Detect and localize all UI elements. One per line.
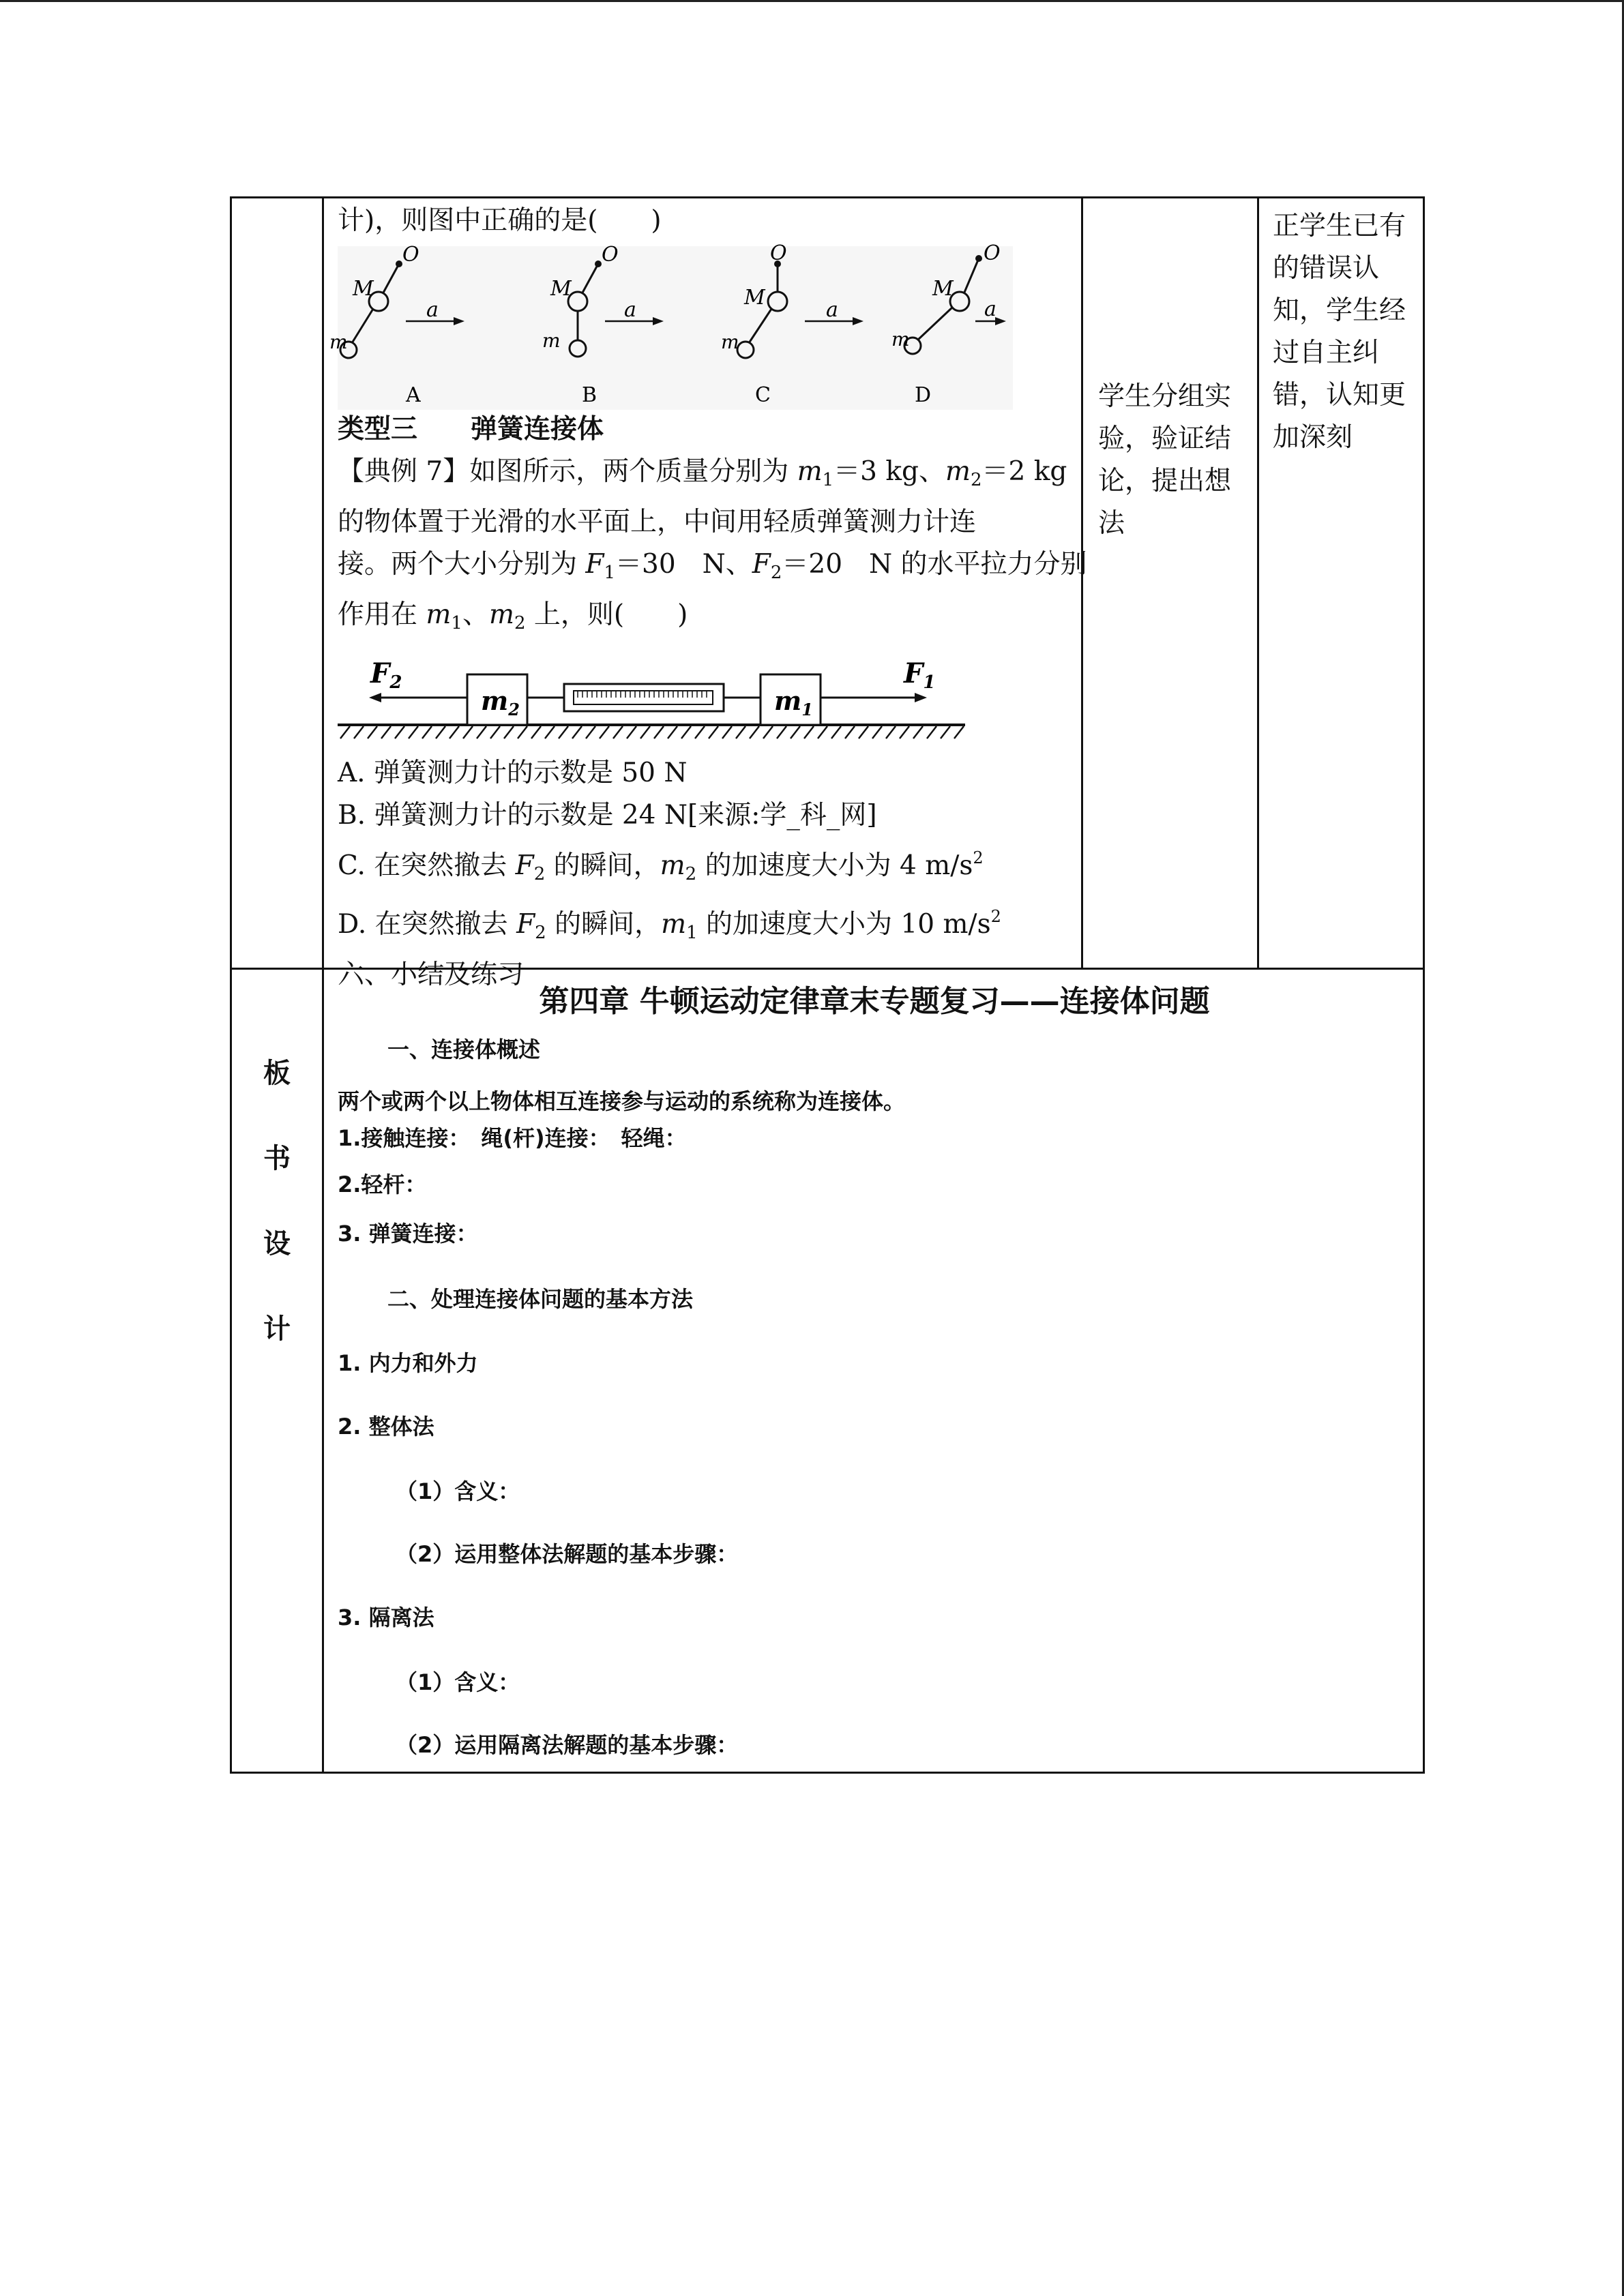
board-line: （1）含义： [396,1478,520,1504]
text: C. 在突然撤去 [338,850,516,881]
option-b-text: B. 弹簧测力计的示数是 24 N[来源:学_科_网] [338,800,877,831]
label-small-m: m [542,329,561,352]
label-small-m: m [721,331,739,353]
label-big-m: M [550,277,572,301]
board-line: （2）运用隔离法解题的基本步骤： [396,1732,739,1758]
option-label-d: D [915,383,932,407]
label-a: a [984,297,996,321]
symbol: m [660,850,685,881]
label-a: a [426,298,439,322]
subscript: 2 [770,563,782,583]
board-line: 一、连接体概述 [387,1037,541,1062]
ground-hatching [340,726,964,739]
symbol: m [774,685,802,716]
text: 作用在 [338,599,426,630]
subscript: 2 [389,672,402,693]
label-char: 板 [263,1058,291,1089]
text: 的加速度大小为 10 m/s [697,909,991,940]
text: 、 [462,599,489,630]
text: ＝3 kg、 [833,456,945,487]
label-big-m: M [932,277,954,301]
text: 接。两个大小分别为 [338,549,586,580]
example7-line2: 的物体置于光滑的水平面上，中间用轻质弹簧测力计连 [338,507,977,537]
board-line: 2.轻杆： [338,1172,427,1197]
column-divider [1081,198,1083,968]
student-activity-text: 学生分组实验，验证结论，提出想法 [1098,381,1232,539]
summary-heading: 六、小结及练习 [338,959,525,990]
symbol: m [426,599,452,630]
symbol: F [515,850,534,881]
label-big-m: M [353,277,374,301]
subscript: 1 [686,923,698,943]
question-tail-text: 计)，则图中正确的是( ) [338,205,662,236]
option-c-text [338,837,1081,895]
option-a-text: A. 弹簧测力计的示数是 50 N [338,758,688,788]
figure-background [338,246,1013,410]
spring-scale-body [564,684,724,711]
design-intent-cell [1259,198,1423,459]
symbol: F [904,657,924,689]
board-content-cell [324,970,1425,1772]
text: 的瞬间， [545,850,660,881]
pivot-o [975,255,982,262]
example7-line1 [338,451,1081,501]
subscript: 2 [970,470,982,490]
board-line: 1. 内力和外力 [338,1350,478,1376]
label-char: 设 [263,1228,291,1259]
arrowhead [915,693,927,702]
text: ＝20 N 的水平拉力分别 [782,549,1087,580]
teaching-content-cell [324,198,1087,996]
board-line: 二、处理连接体问题的基本方法 [387,1286,694,1312]
text: 【典例 7】如图所示，两个质量分别为 [338,456,797,487]
text: 的加速度大小为 4 m/s [696,850,973,881]
option-d-text [338,895,1081,954]
symbol: m [661,909,687,940]
label-f2 [370,657,402,693]
board-title: 第四章 牛顿运动定律章末专题复习——连接体问题 [539,984,1210,1019]
label-a: a [624,298,636,322]
label-o: O [770,241,787,265]
label-small-m: m [329,331,348,353]
student-activity-cell [1083,369,1257,545]
board-line: 3. 弹簧连接： [338,1221,478,1247]
label-char: 计 [263,1313,291,1345]
spring-scale-figure [338,653,979,748]
hatch-strokes [340,726,964,739]
symbol: F [516,909,535,940]
label-big-m: M [744,286,765,310]
text: 的瞬间， [546,909,662,940]
text: ＝30 N、 [615,549,752,580]
text: D. 在突然撤去 [338,909,517,940]
lesson-plan-table [230,196,1425,1774]
symbol: m [797,456,823,487]
superscript: 2 [973,848,984,867]
symbol: F [585,549,604,580]
text: ＝2 kg [981,456,1067,487]
label-o: O [602,243,619,267]
board-line: （2）运用整体法解题的基本步骤： [396,1541,739,1567]
symbol: m [481,685,509,716]
subscript: 2 [535,923,546,943]
subscript: 1 [822,470,834,490]
symbol: m [488,599,514,630]
subscript: 2 [533,864,546,884]
subscript: 2 [508,700,520,719]
option-label-b: B [582,383,597,407]
example7-line4 [338,594,1081,644]
board-line: 2. 整体法 [338,1414,434,1440]
label-o: O [984,241,1001,265]
subscript: 1 [604,563,616,583]
subscript: 2 [514,613,526,633]
label-f1 [903,657,936,693]
label-a: a [826,298,838,322]
symbol: F [752,549,771,580]
label-char: 书 [263,1143,291,1174]
board-design-row [232,970,1423,1772]
symbol: F [370,657,390,689]
board-line: （1）含义： [396,1669,520,1695]
board-line: 1.接触连接： 绳(杆)连接： 轻绳： [338,1125,687,1151]
arrowhead [369,693,381,702]
pivot-o [595,260,602,267]
subscript: 1 [801,700,813,719]
label-small-m: m [891,328,910,351]
subscript: 1 [923,672,936,693]
option-label-a: A [406,383,421,407]
subscript: 2 [685,864,697,884]
board-line: 3. 隔离法 [338,1605,434,1630]
pivot-o [396,260,402,267]
text: 上，则( ) [525,599,688,630]
label-o: O [402,243,419,267]
design-intent-text: 正学生已有的错误认知，学生经过自主纠错，认知更加深刻 [1273,211,1406,453]
option-label-c: C [755,383,771,407]
teaching-process-row [232,198,1423,990]
subscript: 1 [451,613,462,633]
pendulum-options-figure [329,241,1013,410]
type3-heading: 类型三 弹簧连接体 [338,414,604,445]
example7-line3 [338,543,1087,594]
page-top-border [0,0,1624,2]
board-line: 两个或两个以上物体相互连接参与运动的系统称为连接体。 [338,1088,906,1114]
superscript: 2 [990,907,1001,926]
symbol: m [945,456,971,487]
